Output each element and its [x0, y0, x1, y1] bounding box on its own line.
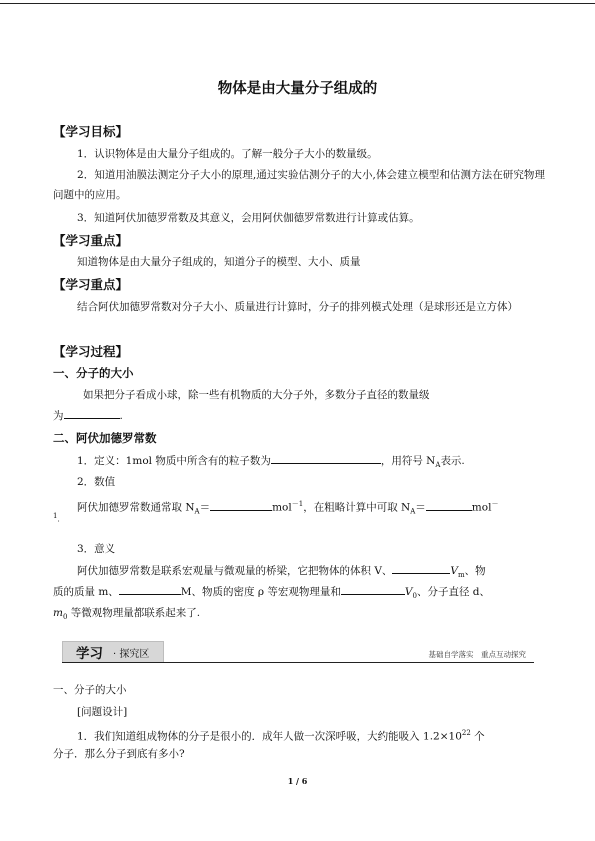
definition-end: 表示. — [440, 455, 465, 467]
answer-blank-definition[interactable] — [271, 452, 381, 464]
value-b: ＝ — [199, 501, 211, 514]
explore-banner — [62, 641, 534, 663]
page-title: 物体是由大量分子组成的 — [217, 81, 378, 97]
meaning-m5: M、物质的密度 ρ 等宏观物理量和 — [180, 586, 341, 598]
value-a: 阿伏加德罗常数通常取 N — [77, 501, 195, 514]
answer-blank-molecular-volume[interactable] — [341, 583, 405, 595]
meaning-m6: V — [404, 586, 413, 598]
definition-sub: A — [435, 461, 441, 470]
value-label: 2．数值 — [77, 476, 116, 488]
part1-heading: 一、分子的大小 — [53, 366, 134, 380]
question-1-line2: 分子．那么分子到底有多小? — [53, 748, 185, 760]
key-points-text: 知道物体是由大量分子组成的，知道分子的模型、大小、质量 — [77, 256, 361, 268]
value-f: mol — [471, 501, 492, 514]
part1-line1: 如果把分子看成小球，除一些有机物质的大分子外，多数分子直径的数量级 — [83, 389, 430, 401]
banner-right-text: 基础自学落实 重点互动探究 — [428, 650, 526, 659]
value-wrap-end: . — [57, 515, 60, 524]
value-sup: －1 — [291, 500, 304, 508]
question-1-line1 — [53, 723, 545, 747]
meaning-m1: 阿伏加德罗常数是联系宏观量与微观量的桥梁，它把物体的体积 V、 — [77, 565, 393, 577]
part2-heading: 二、阿伏加德罗常数 — [53, 431, 157, 445]
definition-pre: 1．定义：1mol 物质中所含有的粒子数为 — [77, 455, 271, 467]
problem-design-label: [问题设计] — [77, 706, 128, 718]
goal-item-2: 2．知道用油膜法测定分子大小的原理,通过实验估测分子的大小,体会建立模型和估测方法在研究物理问题中的应用。 — [53, 169, 545, 201]
meaning-m8-sub: 0 — [62, 613, 68, 622]
answer-blank-molar-volume[interactable] — [392, 562, 450, 574]
meaning-m3: 、物 — [464, 565, 486, 577]
meaning-m6-sub: 0 — [412, 592, 417, 601]
answer-blank-value-rough[interactable] — [426, 499, 472, 511]
meaning-m4: 质的质量 m、 — [53, 586, 119, 598]
banner-subtitle: · 探究区 — [113, 649, 150, 660]
banner-title: 学习 — [76, 646, 103, 662]
meaning-m9: 等微观物理量都联系起来了. — [67, 607, 201, 619]
value-wrap-sup: 1 — [53, 512, 58, 520]
meaning-m2-sub: m — [458, 571, 465, 580]
meaning-line3 — [53, 603, 545, 627]
value-sup2: － — [491, 500, 499, 508]
question-1-b: 个 — [470, 730, 485, 743]
answer-blank-value-precise[interactable] — [210, 499, 272, 511]
definition-post: ，用符号 N — [380, 455, 436, 467]
banner-rule — [62, 662, 534, 663]
part1-line2 — [53, 406, 545, 426]
question-1-sup: 22 — [461, 729, 471, 737]
meaning-m7: 、分子直径 d、 — [416, 586, 491, 598]
meaning-label: 3．意义 — [77, 543, 116, 555]
difficult-points-heading: 【学习重点】 — [53, 277, 129, 292]
key-points-heading: 【学习重点】 — [53, 233, 129, 248]
goal-item-1: 1．认识物体是由大量分子组成的。了解一般分子大小的数量级。 — [77, 148, 378, 160]
page-number: 1 / 6 — [287, 776, 308, 786]
process-heading: 【学习过程】 — [53, 344, 129, 359]
value-d: ，在粗略计算中可取 N — [303, 501, 411, 514]
answer-blank-molar-mass[interactable] — [119, 583, 181, 595]
answer-blank-magnitude[interactable] — [64, 407, 120, 419]
value-e: ＝ — [415, 501, 426, 514]
part1-line2-post: . — [119, 410, 123, 422]
goals-heading: 【学习目标】 — [53, 124, 129, 139]
value-sub-b: A — [410, 507, 416, 516]
explore-heading: 一、分子的大小 — [53, 684, 127, 696]
part1-line2-pre: 为 — [53, 410, 64, 422]
question-1-a: 1．我们知道组成物体的分子是很小的．成年人做一次深呼吸，大约能吸入 1.2×10 — [77, 730, 462, 743]
value-sub-a: A — [194, 507, 200, 516]
goal-item-3: 3．知道阿伏加德罗常数及其意义，会用阿伏伽德罗常数进行计算或估算。 — [77, 212, 420, 224]
value-c: mol — [272, 501, 292, 514]
meaning-m2: V — [450, 565, 459, 577]
meaning-m8: m — [53, 607, 63, 619]
difficult-points-text: 结合阿伏加德罗常数对分子大小、质量进行计算时，分子的排列模式处理（是球形还是立方体） — [77, 301, 518, 313]
